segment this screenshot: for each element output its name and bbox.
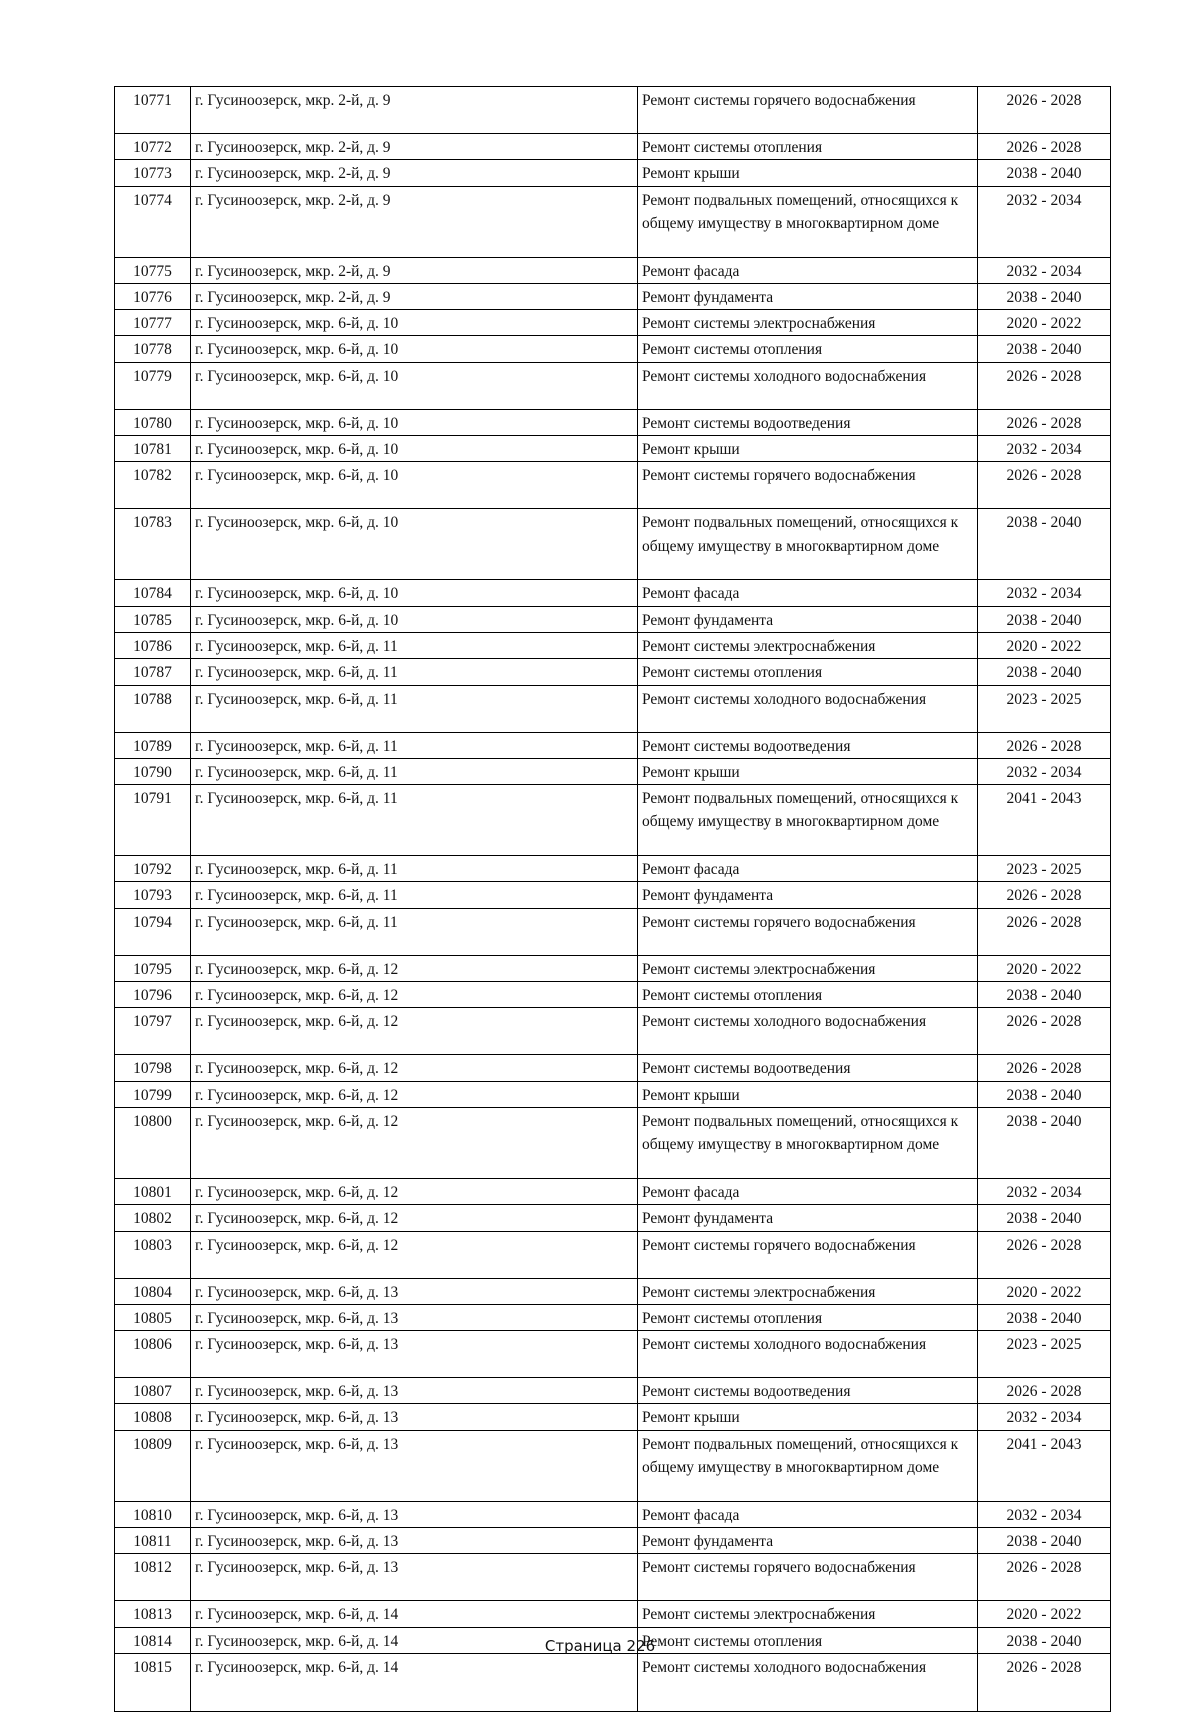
row-number-cell: 10796 <box>115 982 191 1008</box>
page-number: Страница 226 <box>544 1637 656 1655</box>
table-row <box>115 1430 1111 1501</box>
period-cell: 2038 - 2040 <box>978 1627 1111 1653</box>
work-type-cell: Ремонт системы холодного водоснабжения <box>638 1331 978 1378</box>
row-number-cell: 10806 <box>115 1331 191 1378</box>
table-row <box>115 509 1111 580</box>
period-cell: 2023 - 2025 <box>978 1331 1111 1378</box>
table-row <box>115 87 1111 134</box>
row-number-cell: 10789 <box>115 732 191 758</box>
row-number-cell: 10799 <box>115 1081 191 1107</box>
work-type-cell: Ремонт крыши <box>638 436 978 462</box>
period-cell: 2026 - 2028 <box>978 87 1111 134</box>
row-number-cell: 10815 <box>115 1653 191 1711</box>
address-cell: г. Гусиноозерск, мкр. 6-й, д. 12 <box>191 1055 638 1081</box>
row-number-cell: 10801 <box>115 1178 191 1204</box>
address-cell: г. Гусиноозерск, мкр. 6-й, д. 12 <box>191 1178 638 1204</box>
row-number-cell: 10785 <box>115 606 191 632</box>
work-type-cell: Ремонт фасада <box>638 580 978 606</box>
table-row <box>115 362 1111 409</box>
row-number-cell: 10793 <box>115 882 191 908</box>
period-cell: 2026 - 2028 <box>978 1055 1111 1081</box>
table-row <box>115 1055 1111 1081</box>
row-number-cell: 10771 <box>115 87 191 134</box>
work-type-cell: Ремонт системы водоотведения <box>638 732 978 758</box>
address-cell: г. Гусиноозерск, мкр. 6-й, д. 10 <box>191 310 638 336</box>
table-row <box>115 1081 1111 1107</box>
row-number-cell: 10791 <box>115 785 191 856</box>
work-type-cell: Ремонт системы водоотведения <box>638 1378 978 1404</box>
table-row <box>115 856 1111 882</box>
work-type-cell: Ремонт системы отопления <box>638 659 978 685</box>
table-row <box>115 1601 1111 1627</box>
row-number-cell: 10786 <box>115 632 191 658</box>
address-cell: г. Гусиноозерск, мкр. 6-й, д. 14 <box>191 1601 638 1627</box>
address-cell: г. Гусиноозерск, мкр. 6-й, д. 13 <box>191 1404 638 1430</box>
address-cell: г. Гусиноозерск, мкр. 6-й, д. 13 <box>191 1554 638 1601</box>
repair-schedule-table-wrap <box>114 86 1110 1712</box>
row-number-cell: 10780 <box>115 409 191 435</box>
period-cell: 2026 - 2028 <box>978 1554 1111 1601</box>
repair-schedule-table <box>114 86 1111 1712</box>
row-number-cell: 10790 <box>115 758 191 784</box>
table-row <box>115 436 1111 462</box>
row-number-cell: 10781 <box>115 436 191 462</box>
row-number-cell: 10777 <box>115 310 191 336</box>
row-number-cell: 10805 <box>115 1304 191 1330</box>
work-type-cell: Ремонт подвальных помещений, относящихся к общему имуществу в многоквартирном доме <box>638 509 978 580</box>
row-number-cell: 10802 <box>115 1205 191 1231</box>
work-type-cell: Ремонт системы электроснабжения <box>638 1601 978 1627</box>
work-type-cell: Ремонт системы холодного водоснабжения <box>638 362 978 409</box>
work-type-cell: Ремонт подвальных помещений, относящихся к общему имуществу в многоквартирном доме <box>638 1107 978 1178</box>
period-cell: 2038 - 2040 <box>978 1528 1111 1554</box>
address-cell: г. Гусиноозерск, мкр. 6-й, д. 11 <box>191 632 638 658</box>
work-type-cell: Ремонт системы горячего водоснабжения <box>638 1554 978 1601</box>
address-cell: г. Гусиноозерск, мкр. 6-й, д. 10 <box>191 362 638 409</box>
address-cell: г. Гусиноозерск, мкр. 6-й, д. 11 <box>191 908 638 955</box>
work-type-cell: Ремонт системы электроснабжения <box>638 310 978 336</box>
address-cell: г. Гусиноозерск, мкр. 6-й, д. 13 <box>191 1501 638 1527</box>
table-row <box>115 1501 1111 1527</box>
address-cell: г. Гусиноозерск, мкр. 6-й, д. 11 <box>191 856 638 882</box>
address-cell: г. Гусиноозерск, мкр. 6-й, д. 11 <box>191 732 638 758</box>
row-number-cell: 10776 <box>115 283 191 309</box>
address-cell: г. Гусиноозерск, мкр. 6-й, д. 13 <box>191 1278 638 1304</box>
table-row <box>115 1205 1111 1231</box>
row-number-cell: 10774 <box>115 186 191 257</box>
table-row <box>115 1107 1111 1178</box>
table-row <box>115 336 1111 362</box>
table-row <box>115 732 1111 758</box>
work-type-cell: Ремонт системы холодного водоснабжения <box>638 1008 978 1055</box>
row-number-cell: 10775 <box>115 257 191 283</box>
address-cell: г. Гусиноозерск, мкр. 2-й, д. 9 <box>191 186 638 257</box>
period-cell: 2032 - 2034 <box>978 186 1111 257</box>
table-row <box>115 1653 1111 1711</box>
address-cell: г. Гусиноозерск, мкр. 6-й, д. 10 <box>191 462 638 509</box>
work-type-cell: Ремонт системы отопления <box>638 1304 978 1330</box>
address-cell: г. Гусиноозерск, мкр. 2-й, д. 9 <box>191 134 638 160</box>
work-type-cell: Ремонт системы горячего водоснабжения <box>638 908 978 955</box>
table-row <box>115 882 1111 908</box>
table-row <box>115 685 1111 732</box>
table-row <box>115 606 1111 632</box>
address-cell: г. Гусиноозерск, мкр. 6-й, д. 11 <box>191 659 638 685</box>
address-cell: г. Гусиноозерск, мкр. 6-й, д. 11 <box>191 685 638 732</box>
table-row <box>115 1331 1111 1378</box>
address-cell: г. Гусиноозерск, мкр. 2-й, д. 9 <box>191 87 638 134</box>
address-cell: г. Гусиноозерск, мкр. 6-й, д. 12 <box>191 1107 638 1178</box>
work-type-cell: Ремонт крыши <box>638 1081 978 1107</box>
row-number-cell: 10813 <box>115 1601 191 1627</box>
table-row <box>115 462 1111 509</box>
row-number-cell: 10812 <box>115 1554 191 1601</box>
row-number-cell: 10773 <box>115 160 191 186</box>
table-row <box>115 283 1111 309</box>
period-cell: 2032 - 2034 <box>978 580 1111 606</box>
work-type-cell: Ремонт фундамента <box>638 283 978 309</box>
period-cell: 2032 - 2034 <box>978 758 1111 784</box>
period-cell: 2026 - 2028 <box>978 908 1111 955</box>
address-cell: г. Гусиноозерск, мкр. 6-й, д. 13 <box>191 1430 638 1501</box>
row-number-cell: 10779 <box>115 362 191 409</box>
table-row <box>115 160 1111 186</box>
period-cell: 2020 - 2022 <box>978 1278 1111 1304</box>
table-row <box>115 955 1111 981</box>
address-cell: г. Гусиноозерск, мкр. 6-й, д. 10 <box>191 580 638 606</box>
work-type-cell: Ремонт крыши <box>638 758 978 784</box>
row-number-cell: 10795 <box>115 955 191 981</box>
period-cell: 2026 - 2028 <box>978 1231 1111 1278</box>
row-number-cell: 10803 <box>115 1231 191 1278</box>
row-number-cell: 10797 <box>115 1008 191 1055</box>
period-cell: 2038 - 2040 <box>978 659 1111 685</box>
address-cell: г. Гусиноозерск, мкр. 6-й, д. 13 <box>191 1304 638 1330</box>
period-cell: 2026 - 2028 <box>978 134 1111 160</box>
row-number-cell: 10811 <box>115 1528 191 1554</box>
table-row <box>115 310 1111 336</box>
period-cell: 2038 - 2040 <box>978 1205 1111 1231</box>
row-number-cell: 10792 <box>115 856 191 882</box>
period-cell: 2041 - 2043 <box>978 1430 1111 1501</box>
period-cell: 2038 - 2040 <box>978 1304 1111 1330</box>
address-cell: г. Гусиноозерск, мкр. 6-й, д. 14 <box>191 1653 638 1711</box>
work-type-cell: Ремонт системы отопления <box>638 336 978 362</box>
address-cell: г. Гусиноозерск, мкр. 6-й, д. 11 <box>191 758 638 784</box>
row-number-cell: 10814 <box>115 1627 191 1653</box>
period-cell: 2038 - 2040 <box>978 336 1111 362</box>
work-type-cell: Ремонт системы водоотведения <box>638 409 978 435</box>
address-cell: г. Гусиноозерск, мкр. 6-й, д. 12 <box>191 982 638 1008</box>
row-number-cell: 10788 <box>115 685 191 732</box>
period-cell: 2020 - 2022 <box>978 955 1111 981</box>
period-cell: 2032 - 2034 <box>978 1178 1111 1204</box>
work-type-cell: Ремонт фундамента <box>638 1205 978 1231</box>
table-row <box>115 785 1111 856</box>
period-cell: 2032 - 2034 <box>978 257 1111 283</box>
table-row <box>115 580 1111 606</box>
address-cell: г. Гусиноозерск, мкр. 2-й, д. 9 <box>191 283 638 309</box>
period-cell: 2032 - 2034 <box>978 436 1111 462</box>
work-type-cell: Ремонт системы холодного водоснабжения <box>638 1653 978 1711</box>
table-row <box>115 1178 1111 1204</box>
table-row <box>115 632 1111 658</box>
work-type-cell: Ремонт крыши <box>638 160 978 186</box>
work-type-cell: Ремонт подвальных помещений, относящихся к общему имуществу в многоквартирном доме <box>638 785 978 856</box>
work-type-cell: Ремонт фасада <box>638 856 978 882</box>
address-cell: г. Гусиноозерск, мкр. 6-й, д. 10 <box>191 606 638 632</box>
table-row <box>115 1528 1111 1554</box>
row-number-cell: 10794 <box>115 908 191 955</box>
work-type-cell: Ремонт системы горячего водоснабжения <box>638 87 978 134</box>
period-cell: 2026 - 2028 <box>978 882 1111 908</box>
period-cell: 2026 - 2028 <box>978 1653 1111 1711</box>
address-cell: г. Гусиноозерск, мкр. 6-й, д. 10 <box>191 409 638 435</box>
work-type-cell: Ремонт фундамента <box>638 1528 978 1554</box>
work-type-cell: Ремонт системы отопления <box>638 134 978 160</box>
address-cell: г. Гусиноозерск, мкр. 6-й, д. 11 <box>191 882 638 908</box>
address-cell: г. Гусиноозерск, мкр. 6-й, д. 12 <box>191 1081 638 1107</box>
table-row <box>115 982 1111 1008</box>
period-cell: 2020 - 2022 <box>978 1601 1111 1627</box>
row-number-cell: 10807 <box>115 1378 191 1404</box>
period-cell: 2038 - 2040 <box>978 606 1111 632</box>
period-cell: 2038 - 2040 <box>978 1081 1111 1107</box>
work-type-cell: Ремонт системы электроснабжения <box>638 632 978 658</box>
address-cell: г. Гусиноозерск, мкр. 6-й, д. 10 <box>191 336 638 362</box>
table-row <box>115 1278 1111 1304</box>
period-cell: 2023 - 2025 <box>978 685 1111 732</box>
table-row <box>115 908 1111 955</box>
period-cell: 2026 - 2028 <box>978 462 1111 509</box>
table-body <box>115 87 1111 1712</box>
work-type-cell: Ремонт системы отопления <box>638 982 978 1008</box>
period-cell: 2038 - 2040 <box>978 1107 1111 1178</box>
address-cell: г. Гусиноозерск, мкр. 6-й, д. 13 <box>191 1331 638 1378</box>
work-type-cell: Ремонт системы отопления <box>638 1627 978 1653</box>
table-row <box>115 1554 1111 1601</box>
work-type-cell: Ремонт подвальных помещений, относящихся к общему имуществу в многоквартирном доме <box>638 186 978 257</box>
table-row <box>115 186 1111 257</box>
table-row <box>115 1008 1111 1055</box>
table-row <box>115 1304 1111 1330</box>
work-type-cell: Ремонт фасада <box>638 1178 978 1204</box>
table-row <box>115 409 1111 435</box>
period-cell: 2026 - 2028 <box>978 362 1111 409</box>
table-row <box>115 1404 1111 1430</box>
work-type-cell: Ремонт системы электроснабжения <box>638 1278 978 1304</box>
address-cell: г. Гусиноозерск, мкр. 2-й, д. 9 <box>191 257 638 283</box>
period-cell: 2023 - 2025 <box>978 856 1111 882</box>
period-cell: 2026 - 2028 <box>978 1008 1111 1055</box>
work-type-cell: Ремонт системы горячего водоснабжения <box>638 1231 978 1278</box>
address-cell: г. Гусиноозерск, мкр. 6-й, д. 10 <box>191 509 638 580</box>
address-cell: г. Гусиноозерск, мкр. 6-й, д. 13 <box>191 1378 638 1404</box>
row-number-cell: 10783 <box>115 509 191 580</box>
row-number-cell: 10808 <box>115 1404 191 1430</box>
period-cell: 2026 - 2028 <box>978 409 1111 435</box>
address-cell: г. Гусиноозерск, мкр. 6-й, д. 10 <box>191 436 638 462</box>
table-row <box>115 1378 1111 1404</box>
period-cell: 2038 - 2040 <box>978 283 1111 309</box>
period-cell: 2038 - 2040 <box>978 982 1111 1008</box>
period-cell: 2032 - 2034 <box>978 1404 1111 1430</box>
work-type-cell: Ремонт системы горячего водоснабжения <box>638 462 978 509</box>
table-row <box>115 257 1111 283</box>
period-cell: 2041 - 2043 <box>978 785 1111 856</box>
row-number-cell: 10782 <box>115 462 191 509</box>
row-number-cell: 10798 <box>115 1055 191 1081</box>
work-type-cell: Ремонт системы холодного водоснабжения <box>638 685 978 732</box>
table-row <box>115 659 1111 685</box>
row-number-cell: 10800 <box>115 1107 191 1178</box>
address-cell: г. Гусиноозерск, мкр. 6-й, д. 12 <box>191 1008 638 1055</box>
address-cell: г. Гусиноозерск, мкр. 6-й, д. 14 <box>191 1627 638 1653</box>
work-type-cell: Ремонт фасада <box>638 257 978 283</box>
work-type-cell: Ремонт крыши <box>638 1404 978 1430</box>
table-row <box>115 1231 1111 1278</box>
period-cell: 2020 - 2022 <box>978 310 1111 336</box>
address-cell: г. Гусиноозерск, мкр. 6-й, д. 12 <box>191 1205 638 1231</box>
row-number-cell: 10784 <box>115 580 191 606</box>
period-cell: 2038 - 2040 <box>978 509 1111 580</box>
address-cell: г. Гусиноозерск, мкр. 6-й, д. 12 <box>191 1231 638 1278</box>
work-type-cell: Ремонт системы водоотведения <box>638 1055 978 1081</box>
period-cell: 2026 - 2028 <box>978 1378 1111 1404</box>
address-cell: г. Гусиноозерск, мкр. 6-й, д. 11 <box>191 785 638 856</box>
table-row <box>115 758 1111 784</box>
period-cell: 2032 - 2034 <box>978 1501 1111 1527</box>
work-type-cell: Ремонт фасада <box>638 1501 978 1527</box>
period-cell: 2026 - 2028 <box>978 732 1111 758</box>
period-cell: 2038 - 2040 <box>978 160 1111 186</box>
row-number-cell: 10772 <box>115 134 191 160</box>
work-type-cell: Ремонт фундамента <box>638 606 978 632</box>
row-number-cell: 10810 <box>115 1501 191 1527</box>
address-cell: г. Гусиноозерск, мкр. 6-й, д. 12 <box>191 955 638 981</box>
row-number-cell: 10778 <box>115 336 191 362</box>
table-row <box>115 134 1111 160</box>
address-cell: г. Гусиноозерск, мкр. 2-й, д. 9 <box>191 160 638 186</box>
work-type-cell: Ремонт подвальных помещений, относящихся к общему имуществу в многоквартирном доме <box>638 1430 978 1501</box>
address-cell: г. Гусиноозерск, мкр. 6-й, д. 13 <box>191 1528 638 1554</box>
period-cell: 2020 - 2022 <box>978 632 1111 658</box>
work-type-cell: Ремонт фундамента <box>638 882 978 908</box>
row-number-cell: 10787 <box>115 659 191 685</box>
row-number-cell: 10804 <box>115 1278 191 1304</box>
work-type-cell: Ремонт системы электроснабжения <box>638 955 978 981</box>
row-number-cell: 10809 <box>115 1430 191 1501</box>
